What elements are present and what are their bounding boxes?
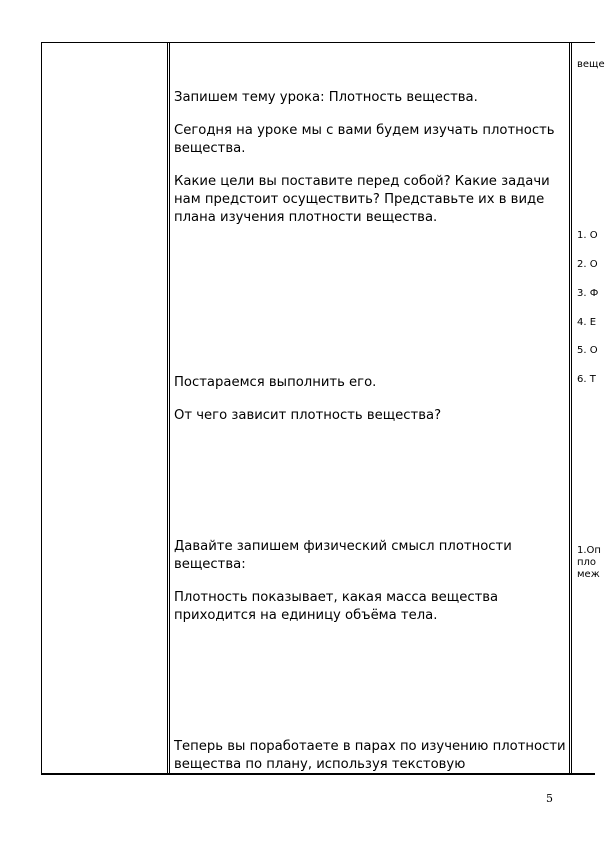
teacher-text-definition: Плотность показывает, какая масса вещества приходится на единицу объёма тела. xyxy=(174,590,499,623)
plan-item-6: 6. Т xyxy=(577,374,596,385)
page-number: 5 xyxy=(546,792,553,805)
table-cell-stage xyxy=(42,43,167,773)
plan-item-1: 1. О xyxy=(577,230,598,241)
plan-item-5: 5. О xyxy=(577,345,598,356)
table-column-divider-right xyxy=(569,42,570,775)
teacher-text-pair-work: Теперь вы поработаете в парах по изучению плотности вещества по плану, используя текстовую xyxy=(174,739,566,772)
table-column-divider-right-double xyxy=(571,42,572,775)
teacher-text-topic: Запишем тему урока: Плотность вещества. xyxy=(174,90,478,105)
teacher-text-density-question: От чего зависит плотность вещества? xyxy=(174,408,442,423)
teacher-text-intro: Сегодня на уроке мы с вами будем изучать плотность вещества. xyxy=(174,123,555,156)
plan-item-2: 2. О xyxy=(577,259,598,270)
teacher-text-plan: Постараемся выполнить его. xyxy=(174,375,377,390)
student-text-fragment: веще xyxy=(577,59,605,70)
student-answer-line-3: меж xyxy=(577,569,600,580)
student-answer-line-1: 1.Оп xyxy=(577,545,601,556)
teacher-text-goals-question: Какие цели вы поставите перед собой? Какие задачи нам предстоит осуществить? Представьте их в виде плана изучения плотности вещества. xyxy=(174,174,550,225)
table-cell-student-activity xyxy=(575,42,605,773)
teacher-text-physical-meaning: Давайте запишем физический смысл плотности вещества: xyxy=(174,539,512,572)
student-answer-line-2: пло xyxy=(577,557,597,568)
table-column-divider xyxy=(167,42,168,775)
plan-item-4: 4. Е xyxy=(577,317,597,328)
plan-item-3: 3. Ф xyxy=(577,288,599,299)
table-column-divider-double xyxy=(169,42,170,775)
